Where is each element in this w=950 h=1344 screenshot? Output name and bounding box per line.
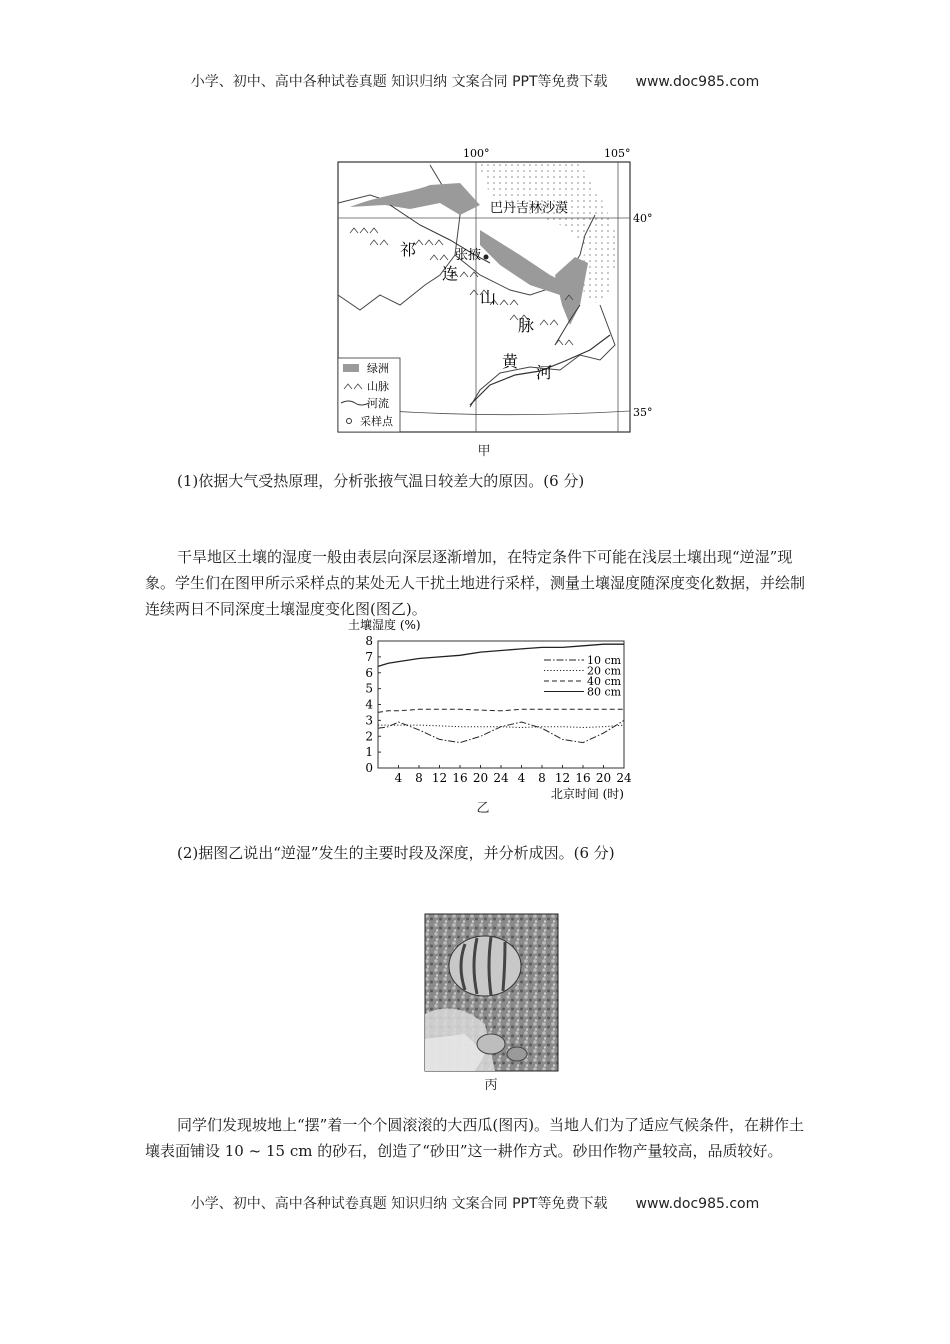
y-tick-label: 5 <box>365 681 373 696</box>
y-tick-label: 6 <box>365 665 373 680</box>
legend-mountain-label: 山脉 <box>367 380 389 393</box>
x-tick-label: 12 <box>554 771 571 785</box>
mountain-label-shan: 山 <box>480 288 497 307</box>
chart-xlabel: 北京时间 (时) <box>550 787 624 801</box>
mountain-label-lian: 连 <box>442 264 459 283</box>
legend-oasis-swatch <box>343 364 359 372</box>
x-tick-label: 24 <box>493 771 509 785</box>
x-tick-label: 8 <box>415 771 423 785</box>
lat-label-35: 35° <box>633 406 653 419</box>
y-tick-label: 8 <box>365 634 373 648</box>
lon-label-105: 105° <box>604 147 631 160</box>
map-figure <box>330 145 653 435</box>
question-2: (2)据图乙说出“逆湿”发生的主要时段及深度，并分析成因。(6 分) <box>177 844 615 862</box>
x-tick-label: 24 <box>616 771 632 785</box>
river-label-he: 河 <box>536 363 553 382</box>
x-tick-label: 20 <box>595 771 612 785</box>
lon-label-100: 100° <box>463 147 490 160</box>
x-tick-label: 16 <box>452 771 468 785</box>
x-tick-label: 16 <box>575 771 591 785</box>
y-tick-label: 7 <box>365 649 373 664</box>
page-footer <box>0 1193 950 1213</box>
series-line-10cm <box>378 720 624 742</box>
chart-caption: 乙 <box>476 801 490 816</box>
x-tick-label: 4 <box>394 771 403 785</box>
x-tick-label: 12 <box>431 771 448 785</box>
legend-label: 80 cm <box>587 685 622 699</box>
chart-ylabel: 土壤湿度 (%) <box>348 618 421 632</box>
footer-text: 小学、初中、高中各种试卷真题 知识归纳 文案合同 PPT等免费下载 <box>190 1196 608 1212</box>
page-header <box>0 71 950 91</box>
x-tick-label: 8 <box>538 771 546 785</box>
watermelon-photo <box>425 914 558 1071</box>
city-marker <box>484 255 489 260</box>
y-tick-label: 0 <box>365 761 373 775</box>
mountain-label-qi: 祁 <box>400 240 417 259</box>
map-caption: 甲 <box>477 444 491 459</box>
header-site: www.doc985.com <box>635 74 760 90</box>
footer-site: www.doc985.com <box>635 1196 760 1212</box>
mountain-label-mai: 脉 <box>518 316 535 335</box>
legend-label: 10 cm <box>587 654 622 667</box>
y-tick-label: 1 <box>365 745 373 760</box>
legend-label: 40 cm <box>587 675 622 688</box>
legend-sample-label: 采样点 <box>360 415 393 428</box>
header-text: 小学、初中、高中各种试卷真题 知识归纳 文案合同 PPT等免费下载 <box>190 74 608 90</box>
humidity-chart <box>340 617 640 802</box>
city-label: 张掖 <box>455 248 482 263</box>
question-1: (1)依据大气受热原理，分析张掖气温日较差大的原因。(6 分) <box>177 472 585 490</box>
x-tick-label: 4 <box>517 771 526 785</box>
photo-caption: 丙 <box>484 1078 498 1093</box>
paragraph-1: 干旱地区土壤的湿度一般由表层向深层逐渐增加，在特定条件下可能在浅层土壤出现“逆湿”现象。学生们在图甲所示采样点的某处无人干扰土地进行采样，测量土壤湿度随深度变化数据，并绘制连续两日不同深度土壤湿度变化图(图乙)。 <box>145 548 806 618</box>
y-tick-label: 3 <box>365 713 373 728</box>
lat-label-40: 40° <box>633 212 653 225</box>
river-label-huang: 黄 <box>502 352 519 371</box>
paragraph-2: 同学们发现坡地上“摆”着一个个圆滚滚的大西瓜(图丙)。当地人们为了适应气候条件，在耕作土壤表面铺设 10 ~ 15 cm 的砂石，创造了“砂田”这一耕作方式。砂田作物产量较高，品质较好。 <box>145 1116 805 1160</box>
legend-river-label: 河流 <box>367 397 389 410</box>
y-tick-label: 4 <box>365 697 373 712</box>
legend-oasis-label: 绿洲 <box>367 362 389 375</box>
legend-label: 20 cm <box>587 664 622 678</box>
y-tick-label: 2 <box>365 729 373 744</box>
map-legend <box>338 358 400 432</box>
x-tick-label: 20 <box>472 771 489 785</box>
series-line-40cm <box>378 709 624 712</box>
desert-label: 巴丹吉林沙漠 <box>490 201 569 216</box>
